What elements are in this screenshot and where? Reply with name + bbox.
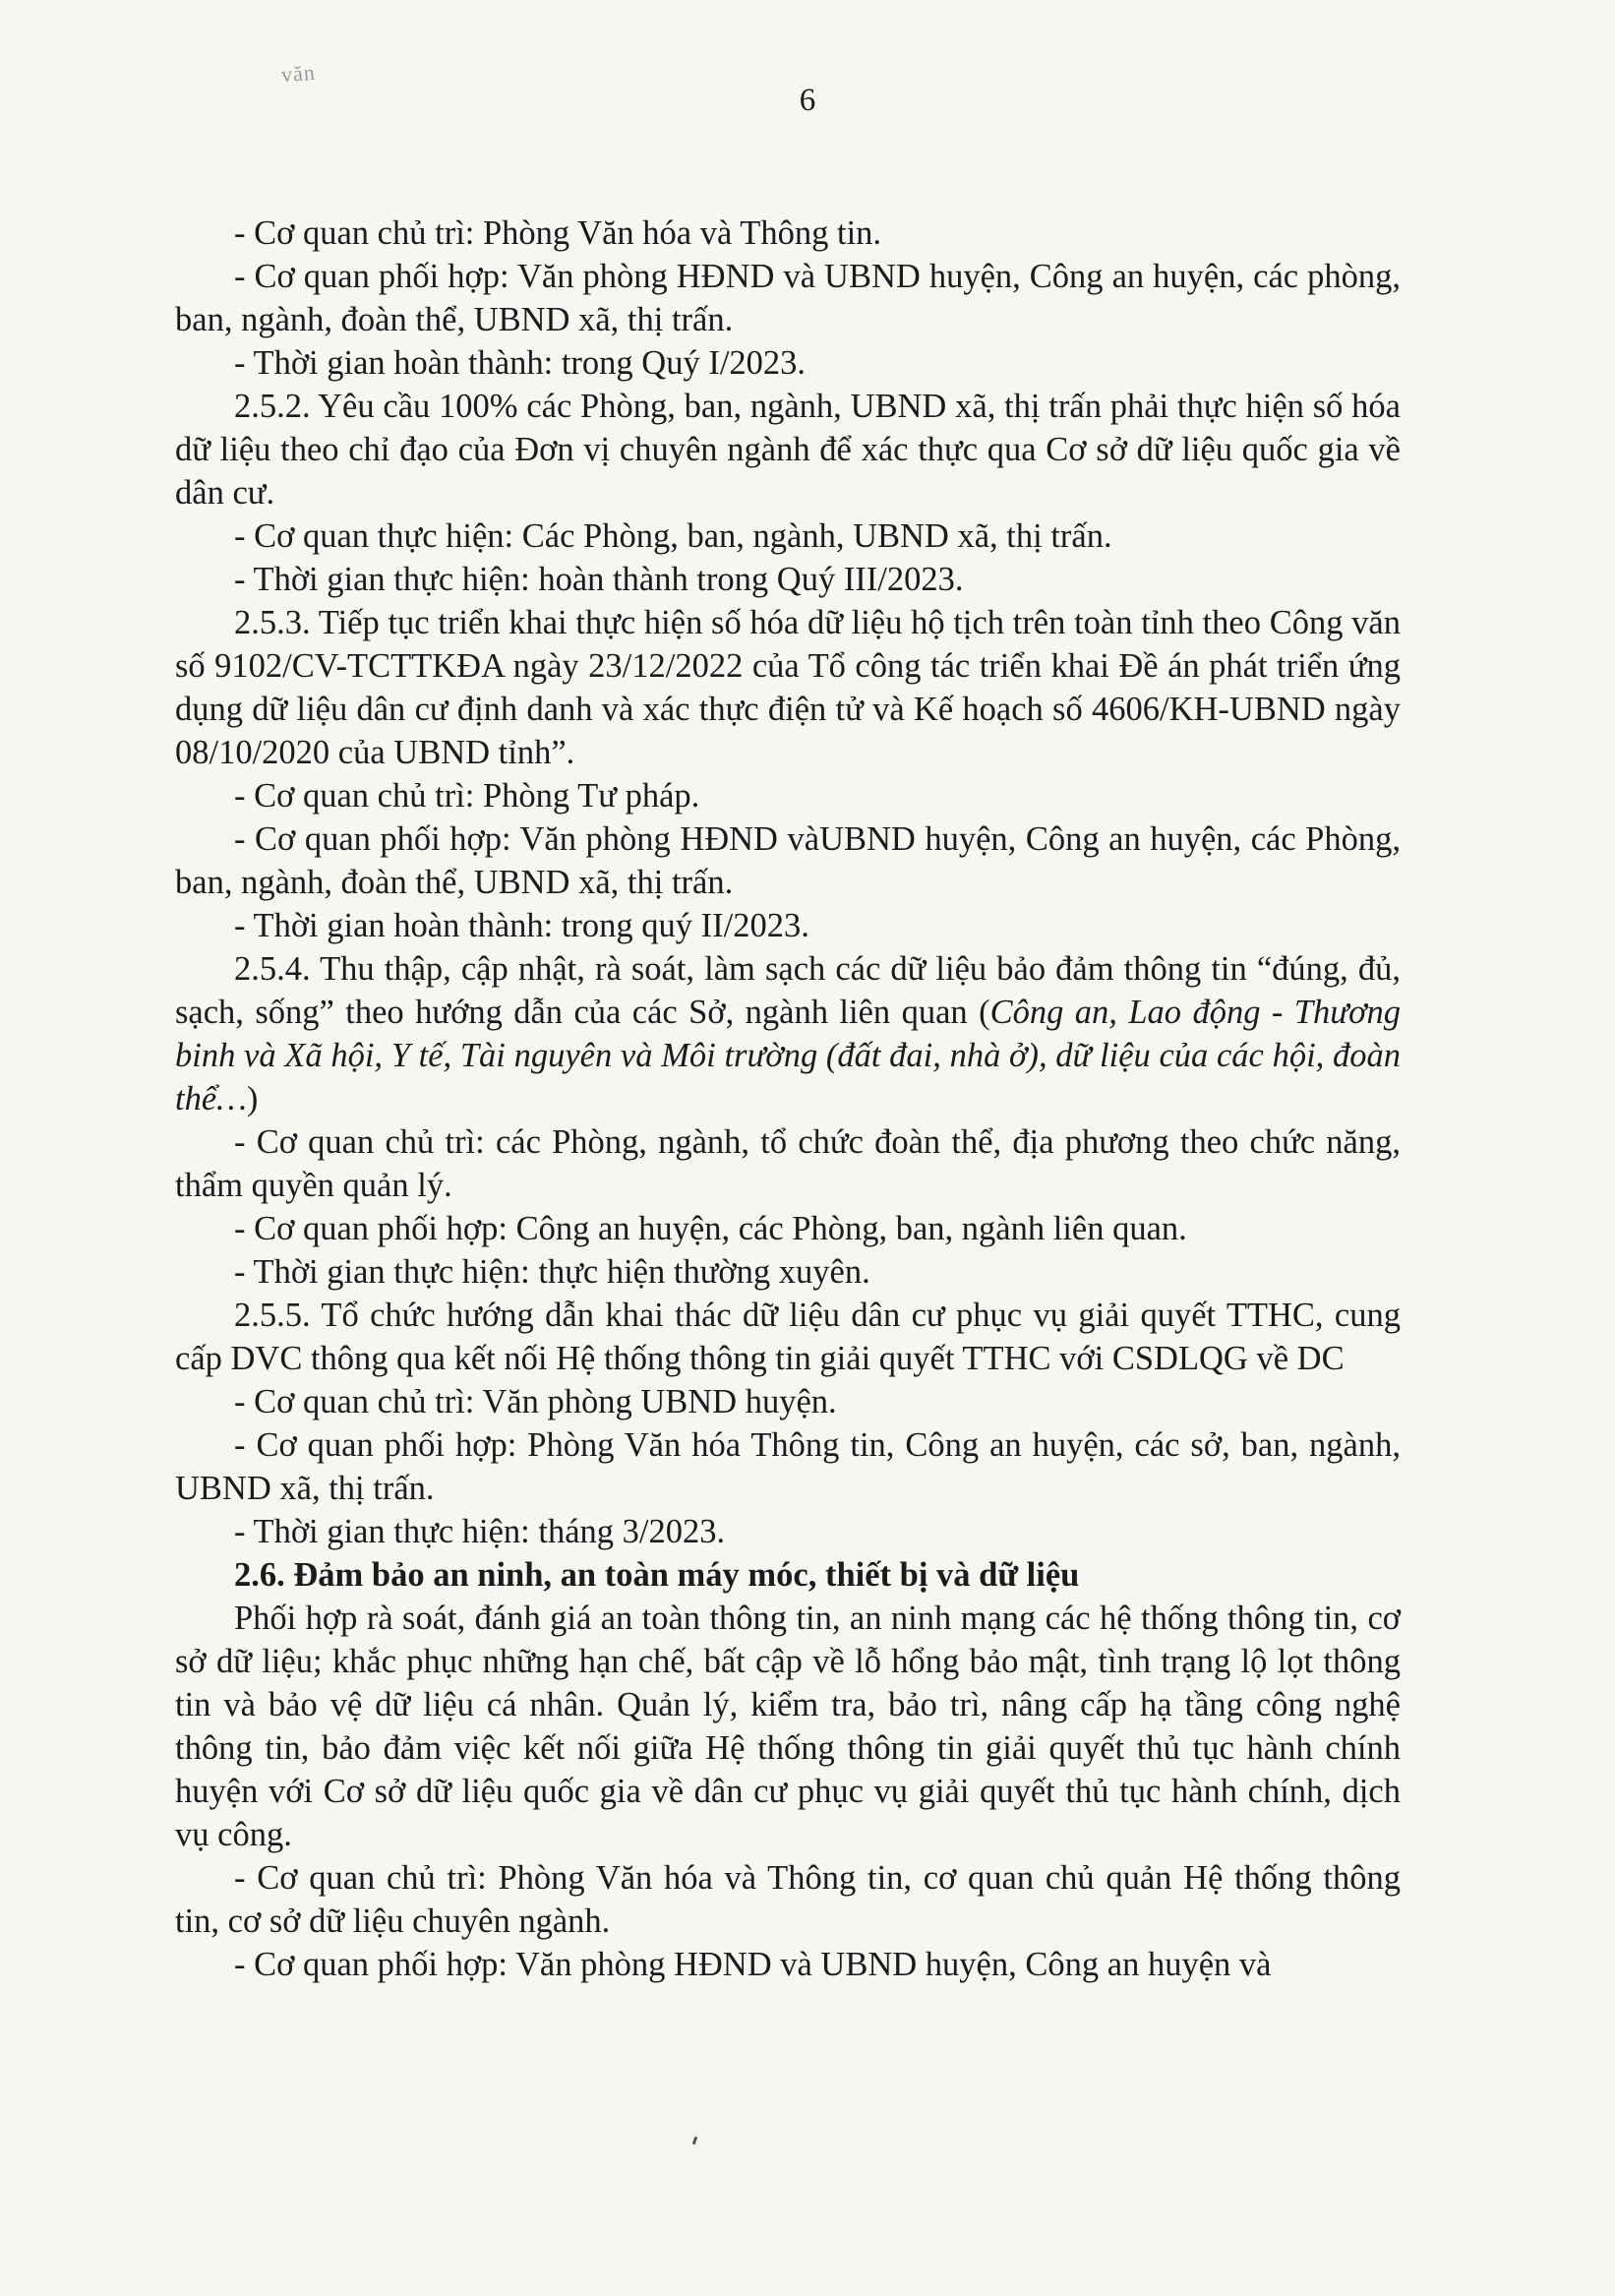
page-number: 6: [799, 83, 816, 118]
paragraph-item-2-5-5: 2.5.5. Tổ chức hướng dẫn khai thác dữ liệu dân cư phục vụ giải quyết TTHC, cung cấp DVC thông qua kết nối Hệ thống thông tin giải quyết TTHC với CSDLQG về DC: [175, 1297, 1401, 1377]
item-2-5-4-lead: 2.5.4. Thu thập, cập nhật, rà soát, làm sạch các dữ liệu bảo đảm thông tin “đúng, đủ, sạch, sống” theo hướng dẫn của các Sở, ngành liên quan (: [175, 950, 1401, 1031]
paragraph-coordinating-agency-4: - Cơ quan phối hợp: Công an huyện, các Phòng, ban, ngành liên quan.: [234, 1210, 1187, 1247]
paragraph-implementing-agency-2: - Cơ quan thực hiện: Các Phòng, ban, ngành, UBND xã, thị trấn.: [234, 517, 1112, 555]
paragraph-coordinating-agency-6: - Cơ quan phối hợp: Văn phòng HĐND và UBND huyện, Công an huyện và: [234, 1946, 1272, 1983]
paragraph-item-2-5-4: [175, 947, 1401, 1120]
paragraph-deadline-4: - Thời gian thực hiện: thực hiện thường xuyên.: [234, 1253, 870, 1291]
document-body: [175, 211, 1401, 1986]
paragraph-deadline-3: - Thời gian hoàn thành: trong quý II/2023.: [234, 907, 809, 944]
paragraph-coordinating-agency-3: - Cơ quan phối hợp: Văn phòng HĐND vàUBND huyện, Công an huyện, các Phòng, ban, ngành, đoàn thể, UBND xã, thị trấn.: [175, 820, 1401, 901]
paragraph-coordinating-agency-1: - Cơ quan phối hợp: Văn phòng HĐND và UBND huyện, Công an huyện, các phòng, ban, ngành, đoàn thể, UBND xã, thị trấn.: [175, 258, 1401, 338]
item-2-5-4-tail: ): [246, 1080, 259, 1118]
section-heading-2-6: 2.6. Đảm bảo an ninh, an toàn máy móc, thiết bị và dữ liệu: [234, 1556, 1080, 1594]
paragraph-item-2-5-2: 2.5.2. Yêu cầu 100% các Phòng, ban, ngành, UBND xã, thị trấn phải thực hiện số hóa dữ liệu theo chỉ đạo của Đơn vị chuyên ngành để xác thực qua Cơ sở dữ liệu quốc gia về dân cư.: [175, 388, 1401, 512]
item-2-5-4-italic: Công an, Lao động - Thương binh và Xã hội, Y tế, Tài nguyên và Môi trường (đất đai, nhà ở), dữ liệu của các hội, đoàn thể…: [175, 994, 1401, 1118]
paragraph-deadline-2: - Thời gian thực hiện: hoàn thành trong Quý III/2023.: [234, 561, 964, 598]
paragraph-deadline-1: - Thời gian hoàn thành: trong Quý I/2023.: [234, 344, 807, 382]
paragraph-coordinating-agency-5: - Cơ quan phối hợp: Phòng Văn hóa Thông tin, Công an huyện, các sở, ban, ngành, UBND xã, thị trấn.: [175, 1426, 1401, 1507]
paragraph-lead-agency-6: - Cơ quan chủ trì: Phòng Văn hóa và Thông tin, cơ quan chủ quản Hệ thống thông tin, cơ sở dữ liệu chuyên ngành.: [175, 1859, 1401, 1940]
paragraph-deadline-5: - Thời gian thực hiện: tháng 3/2023.: [234, 1513, 726, 1550]
stamp-mark: văn: [280, 59, 317, 88]
paragraph-lead-agency-4: - Cơ quan chủ trì: các Phòng, ngành, tổ chức đoàn thể, địa phương theo chức năng, thẩm quyền quản lý.: [175, 1123, 1401, 1204]
paragraph-item-2-5-3: 2.5.3. Tiếp tục triển khai thực hiện số hóa dữ liệu hộ tịch trên toàn tỉnh theo Công văn số 9102/CV-TCTTKĐA ngày 23/12/2022 của Tổ công tác triển khai Đề án phát triển ứng dụng dữ liệu dân cư định danh và xác thực điện tử và Kế hoạch số 4606/KH-UBND ngày 08/10/2020 của UBND tỉnh”.: [175, 604, 1401, 771]
paragraph-lead-agency-1: - Cơ quan chủ trì: Phòng Văn hóa và Thông tin.: [234, 214, 882, 252]
paragraph-section-2-6-body: Phối hợp rà soát, đánh giá an toàn thông tin, an ninh mạng các hệ thống thông tin, cơ sở dữ liệu; khắc phục những hạn chế, bất cập về lỗ hổng bảo mật, tình trạng lộ lọt thông tin và bảo vệ dữ liệu cá nhân. Quản lý, kiểm tra, bảo trì, nâng cấp hạ tầng công nghệ thông tin, bảo đảm việc kết nối giữa Hệ thống thông tin giải quyết thủ tục hành chính huyện với Cơ sở dữ liệu quốc gia về dân cư phục vụ giải quyết thủ tục hành chính, dịch vụ công.: [175, 1600, 1401, 1853]
paragraph-lead-agency-5: - Cơ quan chủ trì: Văn phòng UBND huyện.: [234, 1383, 837, 1420]
paragraph-lead-agency-3: - Cơ quan chủ trì: Phòng Tư pháp.: [234, 777, 700, 815]
scan-mark: [692, 2137, 698, 2145]
